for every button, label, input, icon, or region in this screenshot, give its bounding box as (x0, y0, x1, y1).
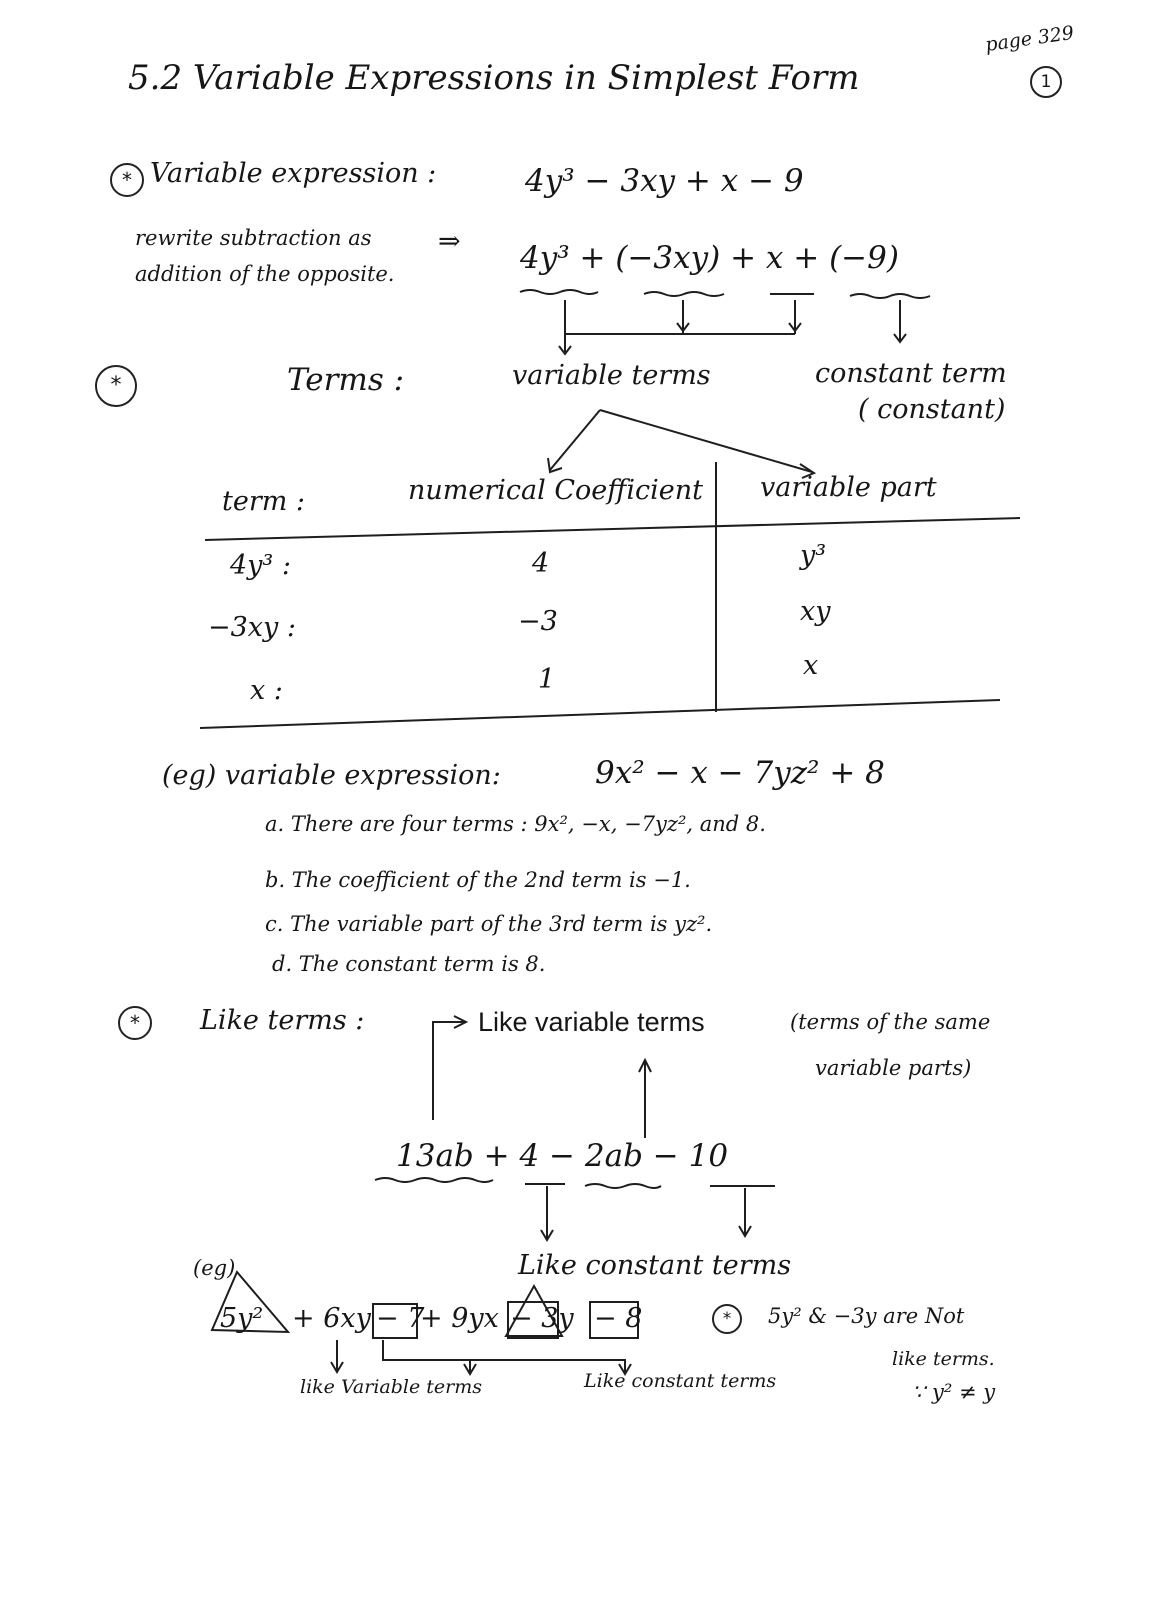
example2-term: 5y² (220, 1303, 264, 1334)
rewrite-note-line2: addition of the opposite. (135, 262, 395, 286)
table-header-variable-part: variable part (760, 472, 937, 503)
underline-9 (850, 294, 930, 298)
example1-item-b: b. The coefficient of the 2nd term is −1. (265, 868, 691, 892)
table-cell-term: −3xy : (208, 612, 296, 643)
like-terms-note-line1: (terms of the same (790, 1010, 991, 1034)
constant-term-label: constant term (815, 358, 1007, 389)
example2-term: − 8 (594, 1303, 643, 1334)
arrow-like-variable (433, 1022, 464, 1120)
example2-term: + 9yx (420, 1303, 499, 1334)
bullet-icon: * (118, 1006, 152, 1040)
page-title: 5.2 Variable Expressions in Simplest Form (128, 58, 860, 98)
rewrite-note-line1: rewrite subtraction as (135, 226, 372, 250)
table-cell-coef: 4 (532, 548, 550, 579)
bullet-icon: * (110, 163, 144, 197)
table-cell-var: y³ (800, 540, 827, 571)
example2-term: − 7 (376, 1303, 425, 1334)
example1-item-a: a. There are four terms : 9x², −x, −7yz², and 8. (265, 812, 766, 836)
page-reference: page 329 (983, 21, 1076, 57)
constant-alt-label: ( constant) (858, 394, 1006, 425)
arrow-to-coefficient (550, 410, 600, 470)
example1-item-c: c. The variable part of the 3rd term is yz². (265, 912, 713, 936)
arrow-to-variable-part (600, 410, 812, 472)
variable-expression: 4y³ − 3xy + x − 9 (525, 163, 804, 199)
variable-expression-label: Variable expression : (150, 158, 437, 189)
bracket-variable-terms (565, 300, 795, 334)
implies-arrow-icon: ⇒ (438, 226, 461, 257)
table-bottom-rule (200, 700, 1000, 728)
not-like-note-line1: 5y² & −3y are Not (768, 1304, 965, 1328)
underline-4y3 (520, 290, 598, 294)
table-cell-coef: 1 (538, 664, 556, 695)
like-variable-terms-caption: like Variable terms (300, 1376, 482, 1398)
table-cell-term: x : (250, 675, 283, 706)
example1-item-d: d. The constant term is 8. (272, 952, 546, 976)
like-terms-label: Like terms : (200, 1005, 365, 1036)
table-header-rule (205, 518, 1020, 540)
example2-term: + 6xy (292, 1303, 371, 1334)
like-terms-note-line2: variable parts) (815, 1056, 972, 1080)
underline-13ab (375, 1178, 493, 1182)
table-cell-var: xy (800, 596, 831, 627)
terms-label: Terms : (287, 362, 405, 398)
table-header-term: term : (222, 486, 306, 517)
table-cell-coef: −3 (518, 606, 558, 637)
like-constant-terms-caption: Like constant terms (584, 1370, 777, 1392)
rewritten-expression: 4y³ + (−3xy) + x + (−9) (520, 240, 899, 276)
table-cell-term: 4y³ : (230, 550, 291, 581)
page-number-badge: 1 (1030, 66, 1062, 98)
table-cell-var: x (803, 650, 819, 681)
table-header-coefficient: numerical Coefficient (408, 475, 703, 506)
bullet-icon: * (95, 365, 137, 407)
example2-label: (eg) (193, 1256, 236, 1280)
example2-term: − 3y (510, 1303, 574, 1334)
bullet-icon: * (712, 1304, 742, 1334)
example1-expression: 9x² − x − 7yz² + 8 (595, 755, 885, 791)
like-constant-terms-label: Like constant terms (518, 1250, 792, 1281)
example1-label: (eg) variable expression: (162, 760, 501, 791)
like-terms-expression: 13ab + 4 − 2ab − 10 (396, 1138, 729, 1174)
variable-terms-label: variable terms (512, 360, 711, 391)
bracket-like-constant (383, 1340, 625, 1372)
underline-2ab (585, 1184, 661, 1188)
underline-3xy (644, 292, 724, 296)
not-like-note-line2: like terms. (892, 1348, 995, 1370)
not-like-note-line3: ∵ y² ≠ y (912, 1380, 996, 1404)
like-variable-terms-label: Like variable terms (478, 1007, 705, 1037)
